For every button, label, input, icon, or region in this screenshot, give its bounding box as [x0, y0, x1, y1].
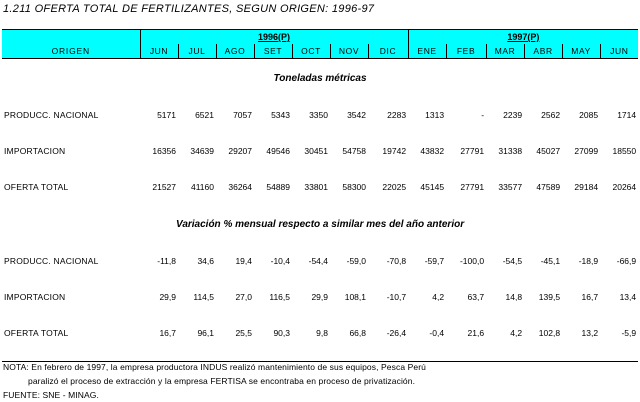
table-cell: 20264 — [612, 182, 637, 192]
table-cell: 22025 — [382, 182, 407, 192]
month-header: MAY — [562, 44, 600, 59]
table-cell: 102,8 — [538, 328, 561, 338]
table-cell: 13,4 — [619, 292, 637, 302]
table-cell: -10,7 — [386, 292, 407, 302]
table-cell: 36264 — [228, 182, 252, 192]
section-title-row — [2, 59, 638, 98]
table-cell: 16,7 — [159, 328, 176, 338]
table-cell: 7057 — [233, 110, 252, 120]
table-cell: 108,1 — [344, 292, 366, 302]
month-header: NOV — [330, 44, 368, 59]
month-header: AGO — [216, 44, 254, 59]
month-header: MAR — [486, 44, 524, 59]
table-cell: -100,0 — [459, 256, 485, 266]
table-cell: 34639 — [190, 146, 214, 156]
table-cell: 116,5 — [269, 292, 290, 302]
table-cell: 29,9 — [159, 292, 176, 302]
row-label: OFERTA TOTAL — [4, 328, 69, 338]
month-header: JUL — [178, 44, 216, 59]
table-cell: 27099 — [574, 146, 599, 156]
table-cell: 58300 — [342, 182, 366, 192]
table-cell: 31338 — [498, 146, 523, 156]
table-cell: -10,4 — [270, 256, 290, 266]
table-cell: 19,4 — [235, 256, 252, 266]
table-cell: 27791 — [460, 182, 485, 192]
table-cell: 18550 — [612, 146, 637, 156]
table-cell: 49546 — [266, 146, 290, 156]
table-cell: -59,7 — [424, 256, 445, 266]
month-header: ABR — [524, 44, 562, 59]
table-cell: -59,0 — [346, 256, 366, 266]
table-bottom-rule — [2, 351, 638, 362]
table-cell: 90,3 — [273, 328, 290, 338]
month-header: JUN — [140, 44, 178, 59]
row-label: IMPORTACION — [4, 292, 66, 302]
origen-header: ORIGEN — [2, 44, 140, 59]
table-cell: 3350 — [309, 110, 328, 120]
table-cell: -0,4 — [429, 328, 445, 338]
section-title-row — [2, 205, 638, 243]
table-cell: 27,0 — [235, 292, 252, 302]
table-cell: - — [481, 110, 485, 120]
table-row — [2, 133, 638, 169]
table-row — [2, 243, 638, 279]
fertilizer-table — [2, 29, 638, 362]
row-label: PRODUCC. NACIONAL — [4, 256, 99, 266]
table-cell: 4,2 — [510, 328, 523, 338]
table-cell: 16,7 — [581, 292, 599, 302]
table-cell: 34,6 — [197, 256, 214, 266]
table-cell: 45027 — [536, 146, 561, 156]
table-cell: 9,8 — [316, 328, 328, 338]
section-title-tonnes: Toneladas métricas — [273, 72, 367, 84]
table-cell: 1313 — [425, 110, 445, 120]
table-cell: 66,8 — [349, 328, 366, 338]
header-year-row — [2, 30, 638, 45]
table-cell: 21527 — [152, 182, 176, 192]
table-cell: 27791 — [460, 146, 485, 156]
table-row — [2, 97, 638, 133]
table-cell: 114,5 — [193, 292, 214, 302]
table-row — [2, 315, 638, 351]
table-cell: 5343 — [271, 110, 290, 120]
table-cell: 33577 — [498, 182, 523, 192]
month-header: FEB — [446, 44, 486, 59]
table-title: 1.211 OFERTA TOTAL DE FERTILIZANTES, SEGUN ORIGEN: 1996-97 — [3, 3, 375, 15]
table-cell: 21,6 — [467, 328, 485, 338]
table-cell: -45,1 — [540, 256, 561, 266]
month-header: SET — [254, 44, 292, 59]
table-cell: 54758 — [342, 146, 366, 156]
month-header: DIC — [368, 44, 408, 59]
table-cell: 54889 — [266, 182, 290, 192]
table-cell: 14,8 — [505, 292, 523, 302]
month-header: ENE — [408, 44, 446, 59]
table-cell: 19742 — [382, 146, 407, 156]
table-cell: -11,8 — [157, 256, 176, 266]
table-cell: 139,5 — [538, 292, 561, 302]
table-cell: 13,2 — [581, 328, 599, 338]
table-cell: -54,4 — [308, 256, 328, 266]
month-header: JUN — [600, 44, 638, 59]
table-cell: -18,9 — [578, 256, 599, 266]
section-title-variation: Variación % mensual respecto a similar mes del año anterior — [176, 218, 465, 230]
month-header: OCT — [292, 44, 330, 59]
row-label: IMPORTACION — [4, 146, 66, 156]
table-cell: 2283 — [387, 110, 407, 120]
source-note: FUENTE: SNE - MINAG. — [3, 390, 99, 400]
table-row — [2, 279, 638, 315]
table-cell: 1714 — [617, 110, 637, 120]
table-cell: 29207 — [228, 146, 252, 156]
table-cell: 29,9 — [311, 292, 328, 302]
table-cell: 43832 — [420, 146, 445, 156]
table-cell: 29184 — [574, 182, 599, 192]
table-cell: 16356 — [152, 146, 176, 156]
year-1997-header: 1997(P) — [408, 30, 638, 45]
table-cell: 96,1 — [197, 328, 214, 338]
table-cell: 30451 — [304, 146, 328, 156]
table-cell: -5,9 — [621, 328, 637, 338]
note-line-2: paralizó el proceso de extracción y la empresa FERTISA se encontraba en proceso de privatización. — [28, 376, 416, 386]
table-cell: 2562 — [541, 110, 561, 120]
table-cell: 4,2 — [432, 292, 445, 302]
header-month-row — [2, 44, 638, 59]
table-cell: 5171 — [157, 110, 176, 120]
table-cell: -54,5 — [502, 256, 523, 266]
table-cell: 33801 — [304, 182, 328, 192]
table-cell: 45145 — [420, 182, 445, 192]
table-cell: 63,7 — [467, 292, 485, 302]
table-cell: 41160 — [190, 182, 214, 192]
note-line-1: NOTA: En febrero de 1997, la empresa productora INDUS realizó mantenimiento de sus equipos, Pesca Perú — [3, 362, 426, 372]
table-cell: 3542 — [347, 110, 366, 120]
table-cell: 25,5 — [235, 328, 252, 338]
row-label: PRODUCC. NACIONAL — [4, 110, 99, 120]
table-cell: -70,8 — [386, 256, 407, 266]
table-cell: 2085 — [579, 110, 599, 120]
table-cell: -66,9 — [616, 256, 637, 266]
row-label: OFERTA TOTAL — [4, 182, 69, 192]
table-row — [2, 169, 638, 205]
table-cell: 6521 — [195, 110, 214, 120]
table-cell: -26,4 — [386, 328, 407, 338]
year-1996-header: 1996(P) — [140, 30, 408, 45]
table-cell: 2239 — [503, 110, 523, 120]
table-cell: 47589 — [536, 182, 561, 192]
